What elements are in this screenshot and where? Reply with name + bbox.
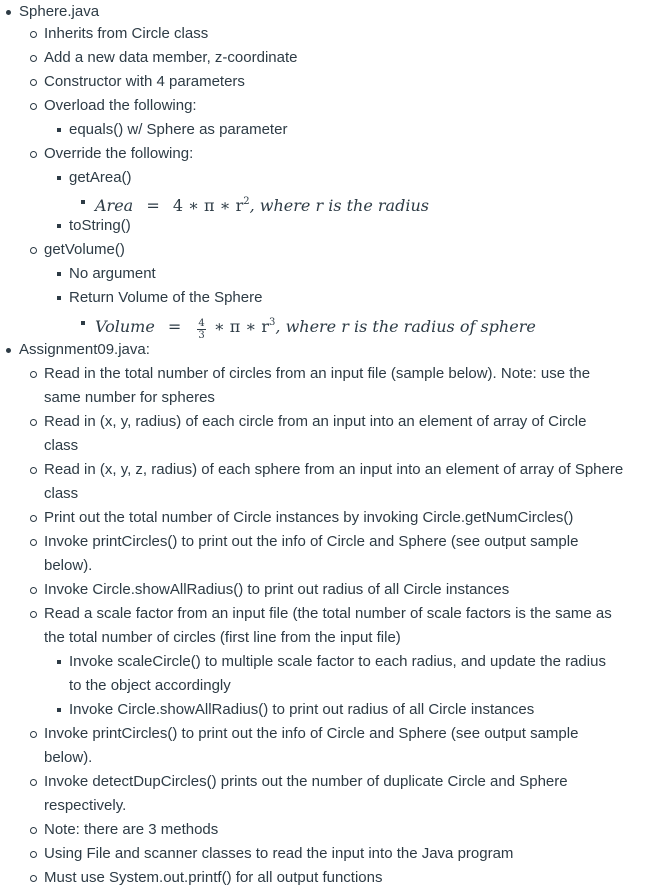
circle-bullet-icon [30, 79, 37, 86]
circle-bullet-icon [30, 731, 37, 738]
circle-bullet-icon [30, 419, 37, 426]
circle-bullet-icon [30, 875, 37, 882]
square-bullet-icon [57, 296, 61, 300]
square-bullet-icon [57, 224, 61, 228]
fraction: $\frac{4}{3}$ [198, 318, 205, 341]
square-bullet-icon [57, 708, 61, 712]
circle-bullet-icon [30, 779, 37, 786]
circle-bullet-icon [30, 539, 37, 546]
circle-bullet-icon [30, 827, 37, 834]
circle-bullet-icon [30, 515, 37, 522]
circle-bullet-icon [30, 55, 37, 62]
circle-bullet-icon [30, 851, 37, 858]
bullet-icon [6, 10, 11, 15]
circle-bullet-icon [30, 103, 37, 110]
circle-bullet-icon [30, 587, 37, 594]
square-bullet-icon [81, 200, 85, 204]
circle-bullet-icon [30, 151, 37, 158]
circle-bullet-icon [30, 247, 37, 254]
circle-bullet-icon [30, 371, 37, 378]
circle-bullet-icon [30, 31, 37, 38]
square-bullet-icon [81, 321, 85, 325]
square-bullet-icon [57, 272, 61, 276]
circle-bullet-icon [30, 467, 37, 474]
square-bullet-icon [57, 128, 61, 132]
square-bullet-icon [57, 660, 61, 664]
bullet-icon [6, 348, 11, 353]
circle-bullet-icon [30, 611, 37, 618]
square-bullet-icon [57, 176, 61, 180]
